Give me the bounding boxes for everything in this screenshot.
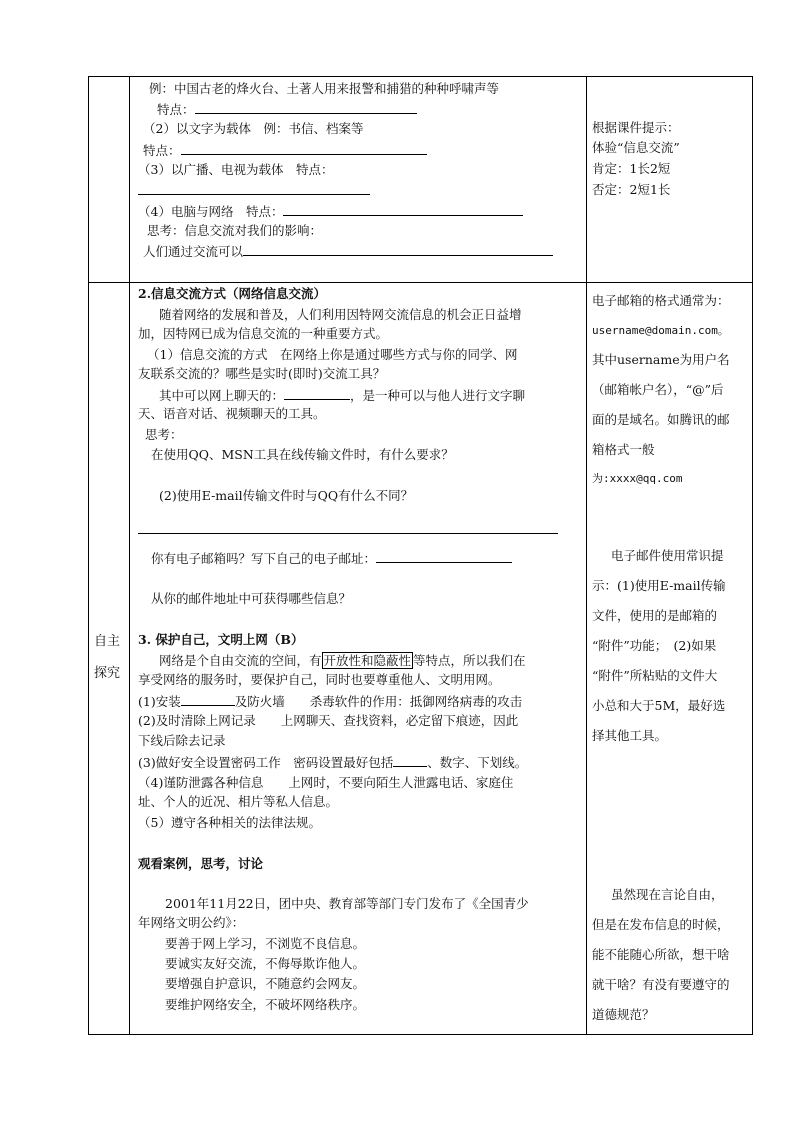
pact-item: 要维护网络安全，不破坏网络秩序。 <box>165 997 366 1012</box>
feature-label: 特点： <box>157 101 417 118</box>
highlighted-term: 开放性和隐蔽性 <box>323 653 412 668</box>
row1-main-cell <box>130 76 586 282</box>
side-tip: 示：(1)使用E-mail传输 <box>592 578 726 593</box>
side-tip: “附件”功能； (2)如果 <box>592 638 717 653</box>
side-hint: 肯定：1长2短 <box>592 161 671 176</box>
side-question: 但是在发布信息的时候， <box>592 917 730 932</box>
row2-main-cell <box>130 283 586 1034</box>
side-note: username@domain.com。 <box>592 324 729 337</box>
side-note: 其中username为用户名 <box>592 352 730 367</box>
section2-title: 2.信息交流方式（网络信息交流） <box>138 286 327 301</box>
pact-intro-cont: 年网络文明公约》： <box>138 915 245 930</box>
think-question-2: (2)使用E-mail传输文件时与QQ有什么不同？ <box>159 488 414 503</box>
side-tip: “附件”所粘贴的文件大 <box>592 668 718 683</box>
side-tip: 小总和大于5M，最好选 <box>592 698 726 713</box>
side-note: 电子邮箱的格式通常为： <box>592 293 730 308</box>
paragraph: 享受网络的服务时，要保护自己，同时也要尊重他人、文明用网。 <box>138 672 501 687</box>
side-tip: 电子邮件使用常识提 <box>611 548 724 563</box>
pact-item: 要诚实友好交流，不侮辱欺诈他人。 <box>165 956 366 971</box>
paragraph: 加，因特网已成为信息交流的一种重要方式。 <box>138 326 389 341</box>
side-question: 就干啥？有没有要遵守的 <box>592 977 730 992</box>
side-hint: 否定：2短1长 <box>592 182 671 197</box>
email-info-question: 从你的邮件地址中可获得哪些信息？ <box>151 591 352 606</box>
exchange-answer: 人们通过交流可以 <box>143 243 553 260</box>
pact-intro: 2001年11月22日，团中央、教育部等部门专门发布了《全国青少 <box>165 896 529 911</box>
safety-item-4: （4)谨防泄露各种信息 上网时，不要向陌生人泄露电话、家庭住 <box>138 775 514 790</box>
side-note: 箱格式一般 <box>592 442 655 457</box>
side-hint: 根据课件提示： <box>592 120 680 135</box>
think-question-1: 在使用QQ、MSN工具在线传输文件时，有什么要求？ <box>151 447 454 462</box>
side-note: 为:xxxx@qq.com <box>592 472 683 485</box>
row1-side-cell <box>587 76 752 282</box>
think-label: 思考： <box>145 427 183 442</box>
section3-title: 3. 保护自己，文明上网（B） <box>138 632 304 647</box>
side-question: 虽然现在言论自由， <box>611 887 724 902</box>
feature-label: 特点： <box>143 142 427 159</box>
side-note: （邮箱帐户名），“@”后 <box>592 382 724 397</box>
safety-item-5: （5）遵守各种相关的法律法规。 <box>138 815 321 830</box>
text-carrier-item: （2）以文字为载体 例：书信、档案等 <box>143 121 364 136</box>
email-question: 你有电子邮箱吗？写下自己的电子邮址： <box>151 550 512 567</box>
paragraph: 随着网络的发展和普及，人们利用因特网交流信息的机会正日益增 <box>159 307 522 322</box>
side-note: 面的是域名。如腾讯的邮 <box>592 412 730 427</box>
answer-blank <box>138 521 558 538</box>
section-label-line1: 自主 <box>94 634 121 649</box>
pact-item: 要善于网上学习，不浏览不良信息。 <box>165 936 366 951</box>
safety-item-2-cont: 下线后除去记录 <box>138 733 226 748</box>
side-hint: 体验“信息交流” <box>592 140 680 155</box>
answer-blank <box>138 182 370 199</box>
example-text: 例：中国古老的烽火台、土著人用来报警和捕猎的种种呼啸声等 <box>149 81 500 96</box>
row2-label-cell <box>89 283 129 1034</box>
safety-item-4-cont: 址、个人的近况、相片等私人信息。 <box>138 794 339 809</box>
paragraph: 网络是个自由交流的空间，有 开放性和隐蔽性 等特点，所以我们在 <box>159 653 526 668</box>
row2-side-cell <box>587 283 752 1034</box>
safety-item-3: (3)做好安全设置密码工作 密码设置最好包括 、数字、下划线。 <box>138 755 528 770</box>
side-tip: 择其他工具。 <box>592 728 668 743</box>
side-question: 能不能随心所欲，想干啥 <box>592 947 730 962</box>
think-question: 思考：信息交流对我们的影响： <box>147 223 323 238</box>
side-question: 道德规范？ <box>592 1007 655 1022</box>
section-label-line2: 探究 <box>94 666 121 681</box>
case-title: 观看案例，思考，讨论 <box>138 856 264 871</box>
safety-item-2: (2)及时清除上网记录 上网聊天、查找资料，必定留下痕迹，因此 <box>138 713 519 728</box>
paragraph: 天、语音对话、视频聊天的工具。 <box>138 406 326 421</box>
worksheet-table <box>88 76 753 1035</box>
chat-tool-fill: 其中可以网上聊天的： ，是一种可以与他人进行文字聊 <box>159 388 526 403</box>
pact-item: 要增强自护意识，不随意约会网友。 <box>165 976 366 991</box>
table-border-bottom <box>88 1034 753 1035</box>
question: 友联系交流的？哪些是实时(即时)交流工具？ <box>138 366 386 381</box>
safety-item-1: (1)安装 及防火墙 杀毒软件的作用：抵御网络病毒的攻击 <box>138 694 523 709</box>
question: （1）信息交流的方式 在网络上你是通过哪些方式与你的同学、网 <box>147 347 518 362</box>
table-border-right <box>752 76 753 1035</box>
broadcast-carrier-item: （3）以广播、电视为载体 特点： <box>138 162 334 177</box>
computer-carrier-item: （4）电脑与网络 特点： <box>138 203 523 220</box>
side-tip: 文件，使用的是邮箱的 <box>592 608 718 623</box>
